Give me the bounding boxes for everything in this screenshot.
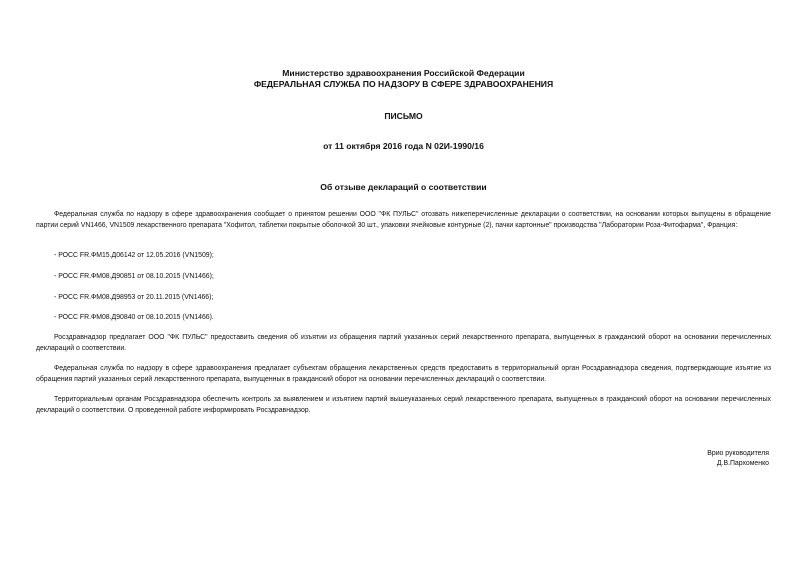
declaration-item: - РОСС FR.ФМ08.Д90840 от 08.10.2015 (VN1466). [54,314,214,321]
paragraph-request: Росздравнадзор предлагает ООО "ФК ПУЛЬС" предоставить сведения об изъятии из обращения партий указанных серий лекарственного препарата, выпущенных в гражданский оборот на основании перечисленных деклараций о соответствии. [36,334,771,352]
declaration-item: - РОСС FR.ФМ15.Д06142 от 12.05.2016 (VN1509); [54,252,214,259]
signature-name: Д.В.Пархоменко [716,460,769,467]
document-date-number: от 11 октября 2016 года N 02И-1990/16 [323,141,484,151]
ministry-name: Министерство здравоохранения Российской Федерации [282,68,525,78]
document-type: ПИСЬМО [384,111,423,121]
paragraph-territorial: Территориальным органам Росздравнадзора обеспечить контроль за выявлением и изъятием партий вышеуказанных серий лекарственного препарата, выпущенных в гражданский оборот на основании перечисленных деклараций о соответствии. О проведенной работе информировать Росздравнадзор. [36,396,771,414]
service-name: ФЕДЕРАЛЬНАЯ СЛУЖБА ПО НАДЗОРУ В СФЕРЕ ЗДРАВООХРАНЕНИЯ [253,79,554,89]
paragraph-subjects: Федеральная служба по надзору в сфере здравоохранения предлагает субъектам обращения лекарственных средств предоставить в территориальный орган Росздравнадзора сведения, подтверждающие изъятие из обращения партий указанных серий лекарственного препарата, выпущенных в гражданский оборот на основании перечисленных деклараций о соответствии. [36,365,771,383]
signature-title: Врио руководителя [707,450,769,457]
paragraph-intro: Федеральная служба по надзору в сфере здравоохранения сообщает о принятом решении ООО "ФК ПУЛЬС" отозвать нижеперечисленные декларации о соответствии, на основании которых выпущены в обращение партии серий VN1466, VN1509 лекарственного препарата "Хофитол, таблетки покрытые оболочкой 30 шт., упаковки ячейковые контурные (2), пачки картонные" производства "Лаборатории Роза-Фитофарма", Франция: [36,211,771,229]
document-subject: Об отзыве деклараций о соответствии [320,182,487,192]
declaration-item: - РОСС FR.ФМ08.Д98953 от 20.11.2015 (VN1466); [54,294,214,301]
declaration-item: - РОСС FR.ФМ08.Д90851 от 08.10.2015 (VN1466); [54,273,214,280]
